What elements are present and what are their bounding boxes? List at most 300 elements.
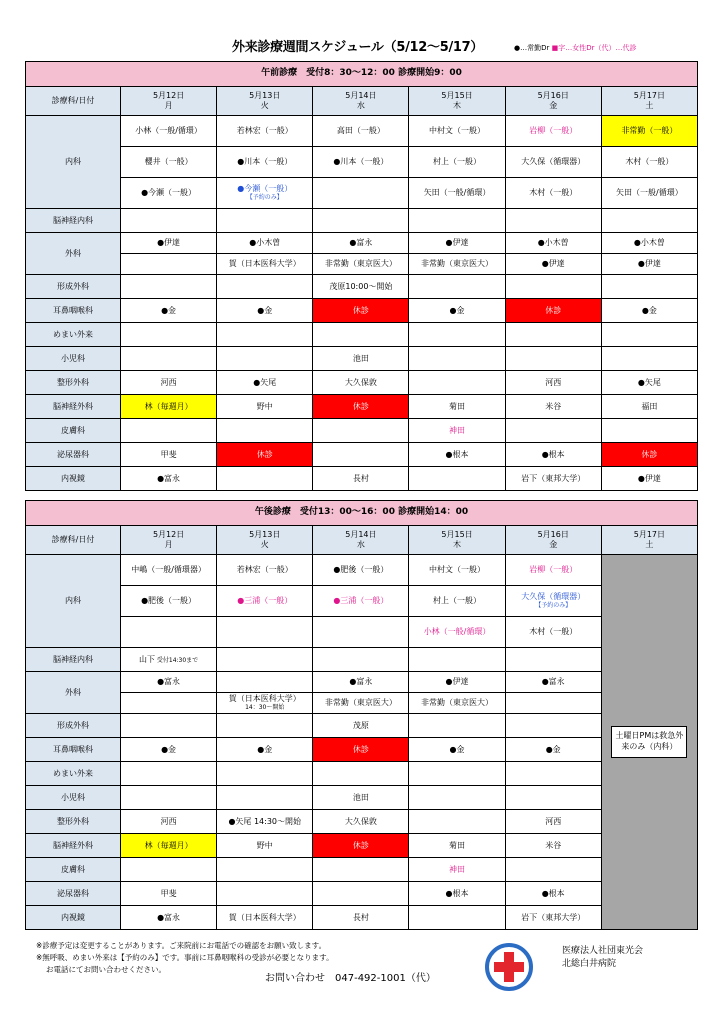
schedule-cell (121, 116, 217, 147)
department-label: めまい外来 (26, 762, 121, 786)
department-label: 外科 (26, 672, 121, 714)
schedule-cell (409, 299, 505, 323)
doctor-name: ●富永 (157, 473, 181, 483)
doctor-name: 林（毎週月） (144, 401, 193, 411)
doctor-name: ●今瀬（一般） (237, 184, 293, 194)
legend-regular: ●…常勤Dr (514, 44, 550, 52)
doctor-name: ●伊達 (637, 473, 661, 483)
doctor-name: 休診 (352, 401, 369, 411)
schedule-cell (121, 810, 217, 834)
doctor-name: 長村 (352, 473, 369, 483)
schedule-cell (601, 323, 697, 347)
schedule-cell (505, 371, 601, 395)
schedule-cell (409, 586, 505, 617)
schedule-cell (409, 116, 505, 147)
schedule-row (26, 786, 698, 810)
schedule-cell (217, 858, 313, 882)
day-header (601, 526, 697, 555)
schedule-cell (121, 395, 217, 419)
schedule-cell (409, 714, 505, 738)
day-of-week: 月 (164, 540, 173, 549)
schedule-cell (505, 467, 601, 491)
department-label: 整形外科 (26, 810, 121, 834)
schedule-cell (505, 672, 601, 693)
doctor-name: 河西 (160, 377, 177, 387)
schedule-cell (217, 209, 313, 233)
doctor-name: 中嶋（一般/循環器） (131, 565, 206, 574)
schedule-row (26, 882, 698, 906)
doctor-name: 大久保敦 (344, 377, 377, 387)
doctor-name: ●伊達 (541, 259, 565, 268)
doctor-name: 河西 (545, 377, 562, 387)
schedule-cell (121, 275, 217, 299)
doctor-name: 非常勤（東京医大） (421, 259, 494, 268)
schedule-cell (505, 810, 601, 834)
day-date: 5月17日 (633, 91, 666, 100)
schedule-cell (217, 906, 313, 930)
schedule-cell (313, 555, 409, 586)
schedule-cell (505, 555, 601, 586)
doctor-name: 茂原 (352, 720, 369, 730)
day-header (409, 526, 505, 555)
doctor-name: 非常勤（一般） (621, 126, 678, 135)
schedule-row (26, 233, 698, 254)
schedule-cell (409, 178, 505, 209)
schedule-cell (313, 858, 409, 882)
doctor-name: 若林宏（一般） (236, 126, 293, 135)
day-date: 5月15日 (441, 91, 473, 100)
schedule-cell (409, 810, 505, 834)
schedule-cell (601, 419, 697, 443)
day-of-week: 火 (260, 101, 269, 110)
schedule-cell (121, 738, 217, 762)
doctor-name: 岩柳（一般） (529, 126, 578, 135)
schedule-row (26, 858, 698, 882)
doctor-name: ●金 (449, 744, 465, 754)
schedule-cell (313, 395, 409, 419)
schedule-cell (217, 467, 313, 491)
schedule-cell (217, 617, 313, 648)
doctor-name: 池田 (352, 353, 369, 363)
cell-note: 受付14:30まで (154, 656, 199, 664)
doctor-name: ●富永 (349, 677, 373, 686)
department-label: 泌尿器科 (26, 443, 121, 467)
footer-note-2: ※無呼吸、めまい外来は【予約のみ】です。事前に耳鼻咽喉科の受診が必要となります。 (36, 953, 334, 962)
schedule-cell (505, 693, 601, 714)
schedule-cell (121, 693, 217, 714)
day-of-week: 土 (645, 540, 654, 549)
doctor-name: ●今瀬（一般） (141, 188, 197, 197)
department-label: 皮膚科 (26, 419, 121, 443)
day-of-week: 水 (356, 540, 365, 549)
doctor-name: 賀（日本医科大学） (228, 694, 301, 704)
doctor-name: 山下 (138, 654, 155, 664)
schedule-cell (121, 443, 217, 467)
department-label: 耳鼻咽喉科 (26, 738, 121, 762)
schedule-cell (409, 834, 505, 858)
department-label: 形成外科 (26, 714, 121, 738)
schedule-cell (121, 762, 217, 786)
day-of-week: 金 (549, 540, 558, 549)
schedule-cell (505, 648, 601, 672)
doctor-name: ●矢尾 (253, 377, 277, 387)
doctor-name: ●伊達 (637, 259, 661, 268)
doctor-name: ●金 (161, 305, 177, 315)
schedule-cell (217, 586, 313, 617)
schedule-cell (601, 443, 697, 467)
schedule-cell (505, 275, 601, 299)
schedule-cell (313, 786, 409, 810)
doctor-name: 休診 (352, 744, 369, 754)
schedule-cell (505, 147, 601, 178)
schedule-cell (601, 347, 697, 371)
schedule-cell (601, 299, 697, 323)
day-header (313, 87, 409, 116)
saturday-note: 土曜日PMは救急外来のみ（内科） (611, 726, 687, 758)
schedule-cell (313, 586, 409, 617)
schedule-cell (409, 882, 505, 906)
hospital-title: 北総白井病院 (562, 959, 617, 969)
schedule-cell (121, 882, 217, 906)
doctor-name: 木村（一般） (529, 188, 578, 197)
schedule-cell (409, 648, 505, 672)
schedule-cell (313, 834, 409, 858)
doctor-name: 岩下（東邦大学） (521, 473, 586, 483)
schedule-cell (121, 834, 217, 858)
schedule-cell (121, 209, 217, 233)
pm-schedule-table (25, 500, 698, 930)
schedule-row (26, 443, 698, 467)
schedule-cell (601, 254, 697, 275)
doctor-name: ●金 (257, 744, 273, 754)
schedule-cell (121, 147, 217, 178)
day-date: 5月13日 (249, 530, 281, 539)
doctor-name: 菊田 (449, 840, 466, 850)
schedule-cell (313, 299, 409, 323)
schedule-cell (601, 233, 697, 254)
day-header-row (26, 87, 698, 116)
doctor-name: 休診 (352, 305, 369, 315)
schedule-cell (313, 419, 409, 443)
cell-note: 【予約のみ】 (535, 602, 572, 610)
schedule-cell (217, 810, 313, 834)
schedule-row (26, 116, 698, 147)
schedule-cell (409, 419, 505, 443)
doctor-name: ●肥後（一般） (333, 565, 389, 574)
doctor-name: 長村 (352, 912, 369, 922)
schedule-cell (409, 858, 505, 882)
doctor-name: ●伊達 (157, 238, 181, 247)
schedule-cell (217, 786, 313, 810)
department-label: 脳神経外科 (26, 395, 121, 419)
schedule-cell (505, 786, 601, 810)
schedule-cell (217, 371, 313, 395)
contact-phone: お問い合わせ 047-492-1001（代） (265, 973, 436, 984)
hospital-name (562, 945, 643, 971)
schedule-cell (121, 672, 217, 693)
doctor-name: 米谷 (545, 401, 562, 411)
doctor-name: ●金 (449, 305, 465, 315)
day-date: 5月14日 (345, 530, 377, 539)
schedule-row (26, 178, 698, 209)
section-heading: 午後診療 受付13：00〜16：00 診療開始14：00 (26, 501, 698, 526)
schedule-cell (313, 147, 409, 178)
legend (514, 43, 637, 53)
schedule-cell (217, 443, 313, 467)
day-of-week: 金 (549, 101, 558, 110)
schedule-cell (217, 233, 313, 254)
department-label: 脳神経内科 (26, 648, 121, 672)
am-schedule-table (25, 61, 698, 491)
department-label: 脳神経外科 (26, 834, 121, 858)
schedule-row (26, 834, 698, 858)
schedule-cell (409, 371, 505, 395)
schedule-row (26, 714, 698, 738)
doctor-name: 休診 (352, 840, 369, 850)
doctor-name: 池田 (352, 792, 369, 802)
schedule-row (26, 555, 698, 586)
cell-note: 14：30〜開始 (245, 704, 285, 712)
schedule-cell (409, 395, 505, 419)
schedule-cell (505, 395, 601, 419)
schedule-cell (217, 147, 313, 178)
doctor-name: 木村（一般） (529, 627, 578, 636)
day-header (409, 87, 505, 116)
doctor-name: ●根本 (445, 888, 469, 898)
doctor-name: ●川本（一般） (333, 157, 389, 166)
schedule-cell (121, 233, 217, 254)
schedule-cell (505, 233, 601, 254)
day-date: 5月12日 (152, 530, 185, 539)
legend-female: ■字…女性Dr（代）…代診 (551, 44, 637, 52)
schedule-cell (217, 648, 313, 672)
doctor-name: ●金 (641, 305, 657, 315)
doctor-name: 甲斐 (160, 449, 177, 459)
cell-note: 【予約のみ】 (246, 194, 283, 202)
doctor-name: 岩柳（一般） (529, 565, 578, 574)
schedule-cell (217, 254, 313, 275)
schedule-cell (217, 395, 313, 419)
schedule-cell (409, 209, 505, 233)
doctor-name: 非常勤（東京医大） (421, 698, 494, 707)
schedule-cell (313, 233, 409, 254)
doctor-name: ●富永 (349, 238, 373, 247)
schedule-cell (313, 347, 409, 371)
schedule-cell (217, 834, 313, 858)
schedule-cell (505, 762, 601, 786)
doctor-name: 非常勤（東京医大） (324, 259, 397, 268)
schedule-cell (505, 714, 601, 738)
schedule-cell (505, 254, 601, 275)
schedule-row (26, 617, 698, 648)
department-label: 内科 (26, 555, 121, 648)
schedule-cell (121, 254, 217, 275)
doctor-name: 村上（一般） (433, 157, 482, 166)
section-heading: 午前診療 受付8：30〜12：00 診療開始9：00 (26, 62, 698, 87)
day-header (601, 87, 697, 116)
doctor-name: ●肥後（一般） (141, 596, 197, 605)
section-heading-row (26, 62, 698, 87)
schedule-cell (601, 147, 697, 178)
doctor-name: 小林（一般/循環） (423, 627, 491, 636)
schedule-cell (121, 648, 217, 672)
doctor-name: ●小木曽 (633, 238, 665, 247)
doctor-name: 若林宏（一般） (236, 565, 293, 574)
schedule-row (26, 299, 698, 323)
day-header (313, 526, 409, 555)
schedule-cell (313, 882, 409, 906)
schedule-cell (121, 347, 217, 371)
schedule-cell (313, 762, 409, 786)
doctor-name: 米谷 (545, 840, 562, 850)
department-label: 整形外科 (26, 371, 121, 395)
department-label: 形成外科 (26, 275, 121, 299)
schedule-row (26, 371, 698, 395)
schedule-cell (313, 443, 409, 467)
schedule-cell (217, 882, 313, 906)
schedule-cell (313, 209, 409, 233)
schedule-cell (601, 395, 697, 419)
doctor-name: ●金 (161, 744, 177, 754)
schedule-cell (121, 555, 217, 586)
schedule-row (26, 586, 698, 617)
schedule-row (26, 672, 698, 693)
day-of-week: 木 (453, 540, 462, 549)
schedule-cell (505, 738, 601, 762)
schedule-cell (217, 738, 313, 762)
schedule-cell (505, 209, 601, 233)
schedule-cell (121, 586, 217, 617)
doctor-name: 菊田 (449, 401, 466, 411)
department-label: 内視鏡 (26, 467, 121, 491)
schedule-cell (409, 347, 505, 371)
department-label: 泌尿器科 (26, 882, 121, 906)
schedule-cell (409, 467, 505, 491)
doctor-name: 甲斐 (160, 888, 177, 898)
schedule-row (26, 762, 698, 786)
schedule-cell (409, 762, 505, 786)
schedule-cell (217, 555, 313, 586)
schedule-cell (409, 443, 505, 467)
schedule-cell (409, 275, 505, 299)
schedule-cell (121, 906, 217, 930)
schedule-cell (313, 714, 409, 738)
doctor-name: 大久保（循環器） (521, 157, 586, 166)
schedule-cell (505, 834, 601, 858)
doctor-name: ●根本 (541, 888, 565, 898)
schedule-cell (409, 672, 505, 693)
schedule-cell (409, 617, 505, 648)
saturday-closed-cell (601, 555, 697, 930)
schedule-cell (313, 617, 409, 648)
day-date: 5月17日 (633, 530, 666, 539)
doctor-name: 河西 (545, 816, 562, 826)
doctor-name: ●富永 (157, 677, 181, 686)
schedule-cell (601, 178, 697, 209)
day-of-week: 水 (356, 101, 365, 110)
doctor-name: ●富永 (541, 677, 565, 686)
schedule-row (26, 254, 698, 275)
schedule-cell (409, 254, 505, 275)
schedule-cell (505, 858, 601, 882)
doctor-name: ●小木曽 (249, 238, 281, 247)
footer-note-1: ※診療予定は変更することがあります。ご来院前にお電話での確認をお願い致します。 (36, 941, 327, 950)
schedule-row (26, 395, 698, 419)
schedule-cell (505, 586, 601, 617)
schedule-cell (409, 323, 505, 347)
day-header (121, 526, 217, 555)
column-header: 診療科/日付 (26, 87, 121, 116)
doctor-name: 高田（一般） (336, 126, 385, 135)
schedule-cell (121, 178, 217, 209)
doctor-name: 河西 (160, 816, 177, 826)
column-header: 診療科/日付 (26, 526, 121, 555)
schedule-row (26, 648, 698, 672)
doctor-name: 中村文（一般） (429, 126, 486, 135)
schedule-cell (121, 786, 217, 810)
doctor-name: 野中 (256, 401, 273, 411)
doctor-name: 神田 (449, 864, 466, 874)
doctor-name: 大久保（循環器） (521, 592, 586, 602)
schedule-cell (313, 178, 409, 209)
doctor-name: 矢田（一般/循環） (616, 188, 683, 197)
schedule-cell (505, 323, 601, 347)
doctor-name: 木村（一般） (625, 157, 674, 166)
doctor-name: ●伊達 (445, 238, 469, 247)
schedule-cell (409, 233, 505, 254)
doctor-name: ●川本（一般） (237, 157, 293, 166)
schedule-cell (601, 209, 697, 233)
schedule-cell (409, 738, 505, 762)
day-of-week: 土 (645, 101, 654, 110)
doctor-name: 岩下（東邦大学） (521, 912, 586, 922)
schedule-row (26, 347, 698, 371)
hospital-corp: 医療法人社団東光会 (562, 946, 644, 956)
schedule-cell (601, 116, 697, 147)
schedule-cell (505, 299, 601, 323)
day-of-week: 木 (453, 101, 462, 110)
schedule-cell (121, 858, 217, 882)
doctor-name: 休診 (641, 449, 658, 459)
doctor-name: ●矢尾 (637, 377, 661, 387)
doctor-name: 休診 (545, 305, 562, 315)
schedule-cell (217, 299, 313, 323)
schedule-cell (313, 672, 409, 693)
schedule-cell (217, 714, 313, 738)
day-header (217, 526, 313, 555)
schedule-cell (409, 147, 505, 178)
doctor-name: ●根本 (541, 449, 565, 459)
doctor-name: 野中 (256, 840, 273, 850)
schedule-row (26, 275, 698, 299)
department-label: めまい外来 (26, 323, 121, 347)
schedule-cell (121, 467, 217, 491)
schedule-cell (313, 116, 409, 147)
department-label: 小児科 (26, 347, 121, 371)
hospital-cross-logo-icon (485, 943, 533, 991)
doctor-name: ●金 (545, 744, 561, 754)
schedule-cell (121, 419, 217, 443)
schedule-cell (121, 714, 217, 738)
schedule-cell (601, 275, 697, 299)
schedule-cell (313, 648, 409, 672)
department-label: 内視鏡 (26, 906, 121, 930)
schedule-cell (409, 906, 505, 930)
schedule-cell (505, 419, 601, 443)
doctor-name: 中村文（一般） (429, 565, 486, 574)
schedule-cell (121, 323, 217, 347)
schedule-row (26, 810, 698, 834)
